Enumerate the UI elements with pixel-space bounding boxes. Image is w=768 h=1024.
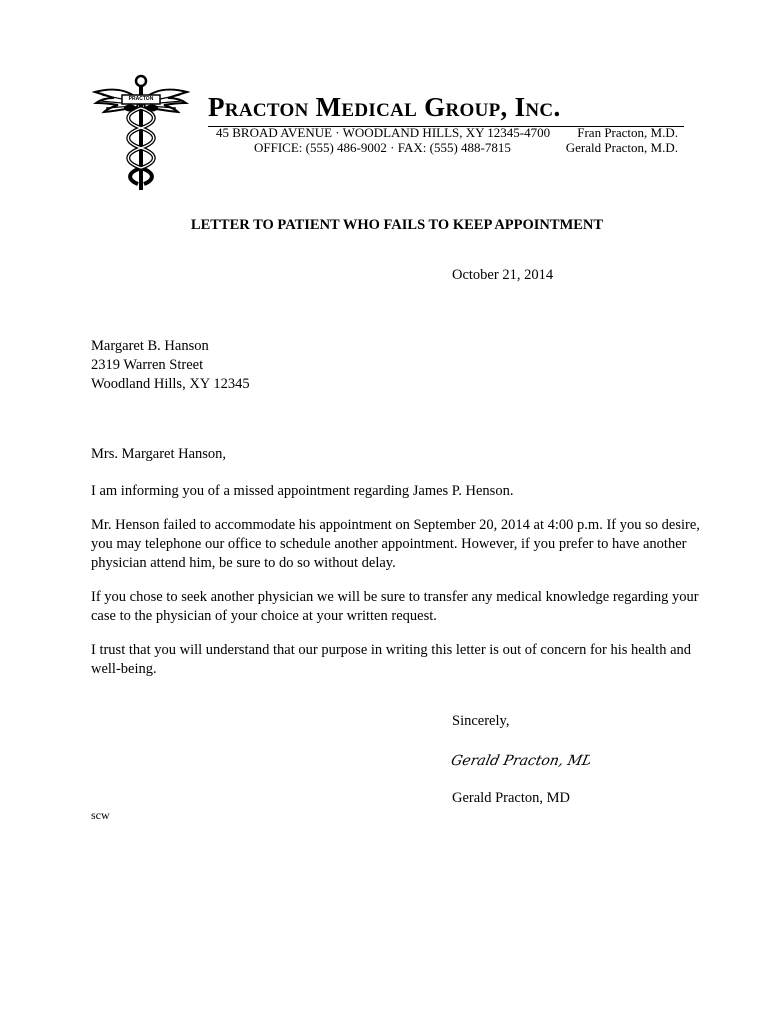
letter-heading: LETTER TO PATIENT WHO FAILS TO KEEP APPOINTMENT [190,217,604,233]
body-paragraph: If you chose to seek another physician we will be sure to transfer any medical knowledge regarding your case to the physician of your choice at your written request. [91,589,699,624]
company-phone-fax: OFFICE: (555) 486-9002 · FAX: (555) 488-7815 [254,140,511,155]
recipient-name: Margaret B. Hanson [91,338,209,354]
body-paragraph: I am informing you of a missed appointment regarding James P. Henson. [91,483,514,499]
caduceus-logo-icon [92,74,190,192]
company-name: Practon Medical Group, Inc. [208,92,561,122]
doctor-name: Gerald Practon, M.D. [565,140,678,155]
recipient-street: 2319 Warren Street [91,357,204,373]
letter-date: October 21, 2014 [452,267,554,283]
signature-text: Gerald Practon, MD [450,753,590,769]
recipient-address [91,337,250,394]
body-paragraph: I trust that you will understand that our purpose in writing this letter is out of concern for his health and well-being. [91,642,692,677]
typist-initials: scw [91,808,110,822]
body-paragraph: Mr. Henson failed to accommodate his appointment on September 20, 2014 at 4:00 p.m. If you so desire, you may telephone our office to schedule another appointment. However, if you prefer to have another physician attend him, be sure to do so without delay. [91,517,700,571]
company-address: 45 BROAD AVENUE · WOODLAND HILLS, XY 12345-4700 [216,125,551,140]
logo-banner-text: PRACTON [128,96,154,102]
salutation: Mrs. Margaret Hanson, [91,446,227,462]
doctor-name: Fran Practon, M.D. [577,125,678,140]
handwritten-signature [450,748,590,772]
recipient-city: Woodland Hills, XY 12345 [91,376,250,392]
signer-name: Gerald Practon, MD [452,790,570,806]
closing: Sincerely, [452,713,510,729]
